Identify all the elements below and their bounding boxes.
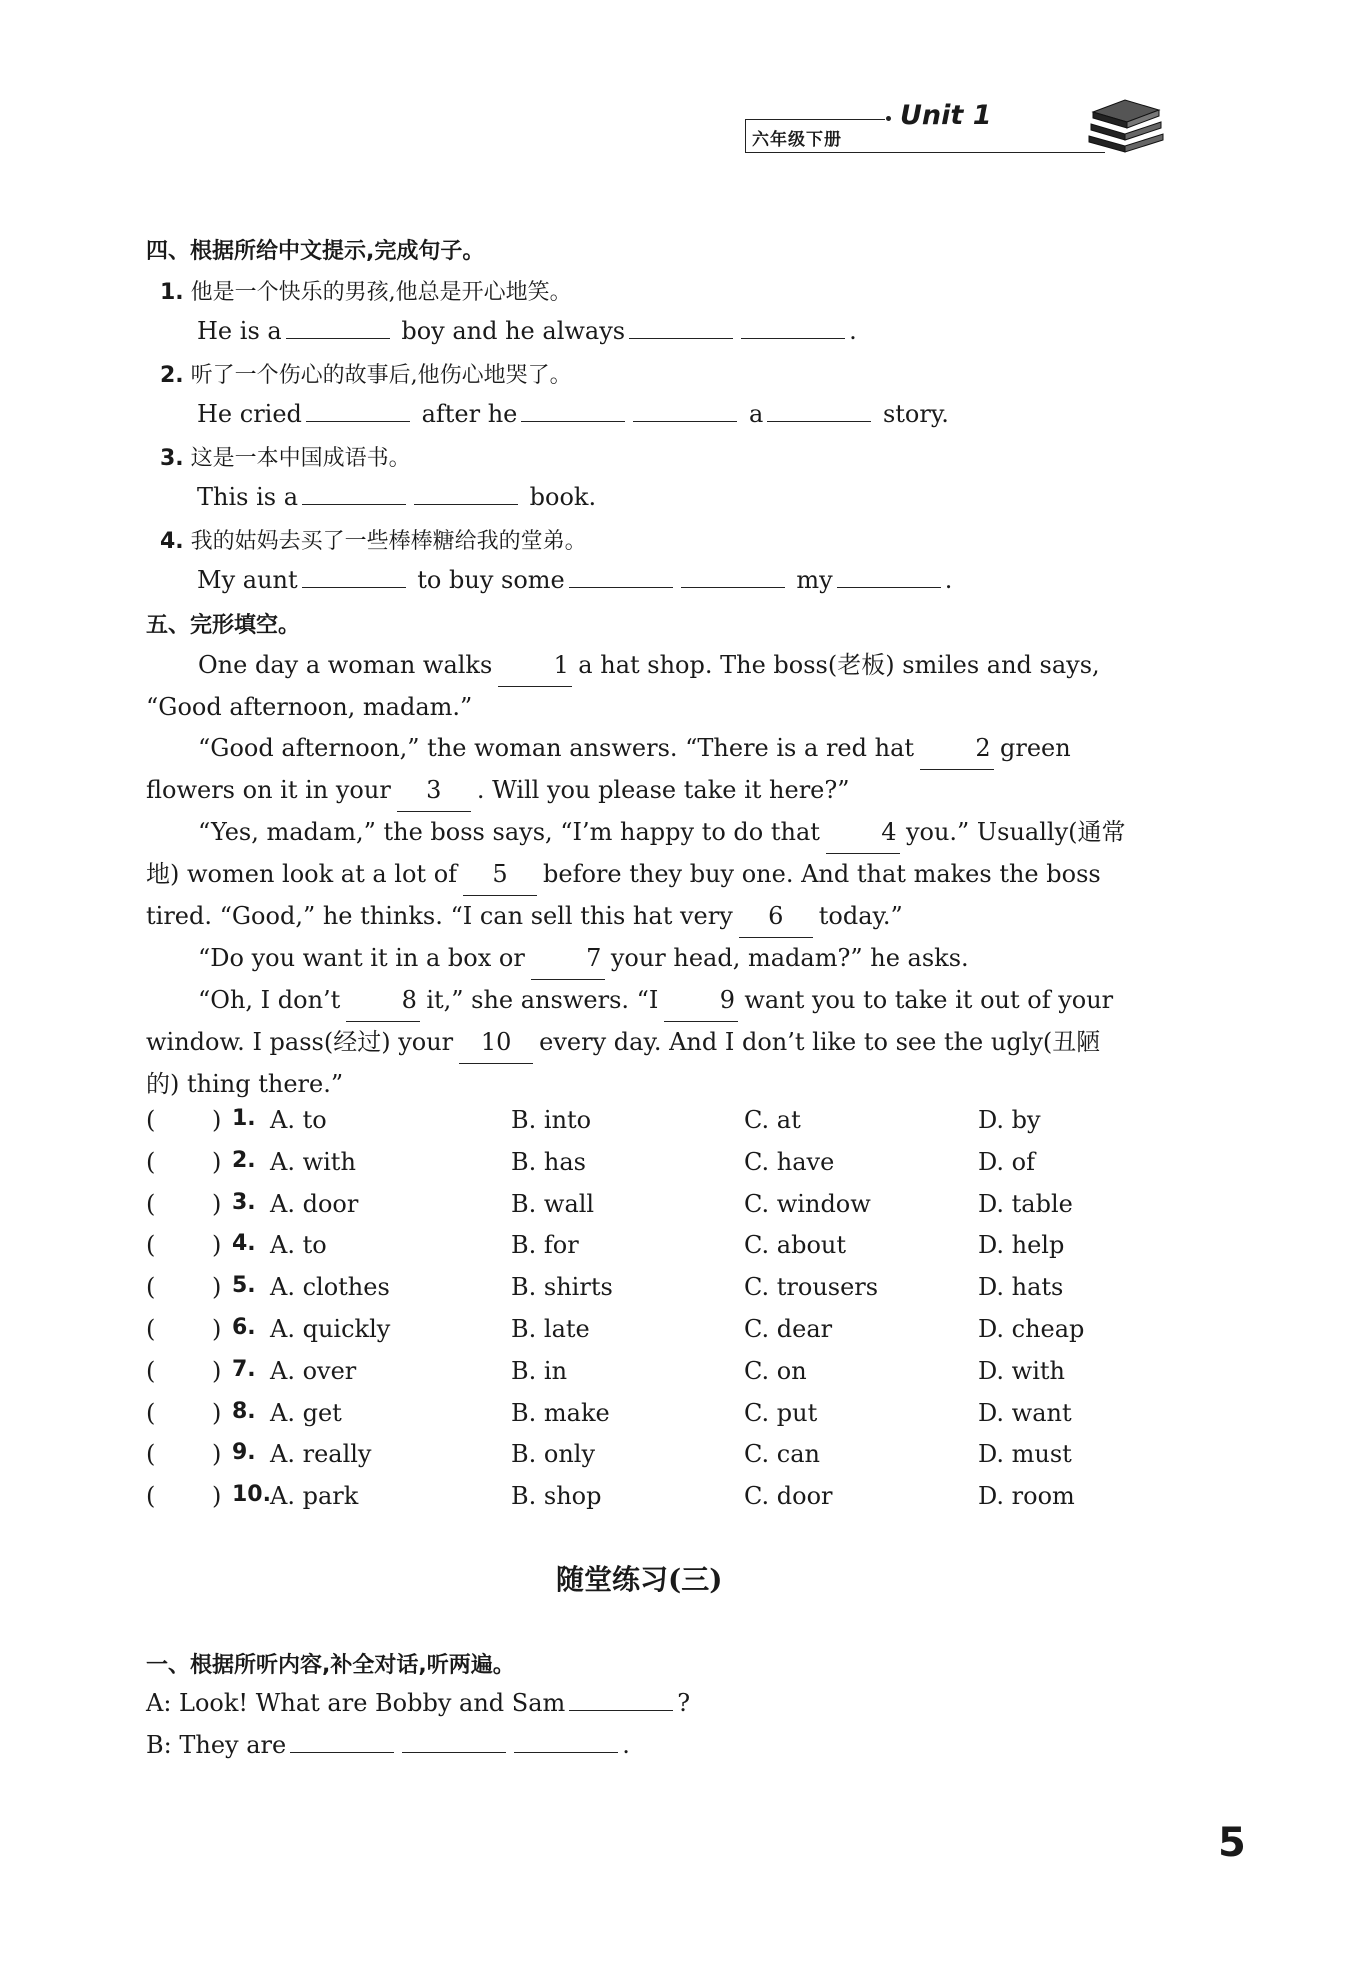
option-number: 3. bbox=[232, 1189, 256, 1215]
q2-english bbox=[197, 399, 949, 428]
header-rule-left bbox=[745, 119, 746, 153]
q1-en-b: boy and he always bbox=[401, 317, 626, 345]
option-c[interactable]: C. can bbox=[744, 1440, 820, 1469]
unit-label: Unit 1 bbox=[900, 100, 992, 131]
answer-paren[interactable]: ( bbox=[146, 1482, 156, 1511]
answer-paren[interactable]: ( bbox=[146, 1315, 156, 1343]
option-d[interactable]: D. hats bbox=[978, 1273, 1064, 1302]
q2-cn-text: 听了一个伤心的故事后,他伤心地哭了。 bbox=[190, 363, 572, 388]
option-row bbox=[146, 1399, 1196, 1433]
option-row bbox=[146, 1231, 1196, 1265]
option-d[interactable]: D. cheap bbox=[978, 1315, 1085, 1343]
option-number: 2. bbox=[232, 1147, 256, 1173]
cloze-passage bbox=[146, 645, 1166, 1105]
section4-heading: 四、根据所给中文提示,完成句子。 bbox=[146, 239, 485, 264]
answer-paren-close: ) bbox=[212, 1356, 222, 1385]
cloze-blank-4[interactable]: 4 bbox=[826, 812, 900, 854]
cloze-blank-2[interactable]: 2 bbox=[920, 728, 994, 770]
option-number: 7. bbox=[232, 1356, 256, 1382]
option-row bbox=[146, 1273, 1196, 1307]
answer-blank[interactable] bbox=[569, 565, 673, 588]
option-b[interactable]: B. has bbox=[511, 1147, 586, 1176]
answer-paren-close: ) bbox=[212, 1231, 222, 1260]
option-c[interactable]: C. put bbox=[744, 1398, 818, 1427]
answer-paren-close: ) bbox=[212, 1273, 222, 1302]
answer-paren-close: ) bbox=[212, 1482, 222, 1511]
answer-paren-close: ) bbox=[212, 1106, 222, 1134]
cloze-blank-8[interactable]: 8 bbox=[346, 980, 420, 1022]
practice-title: 随堂练习(三) bbox=[556, 1563, 723, 1596]
books-stack-icon bbox=[1085, 90, 1165, 160]
q4-cn-text: 我的姑妈去买了一些棒棒糖给我的堂弟。 bbox=[190, 529, 587, 554]
passage-text: you.” Usually(通常 bbox=[905, 818, 1126, 846]
q2-number: 2. bbox=[160, 363, 184, 388]
grade-label: 六年级下册 bbox=[752, 130, 842, 150]
q4-chinese bbox=[160, 524, 587, 555]
option-c[interactable]: C. dear bbox=[744, 1315, 833, 1343]
option-b[interactable]: B. into bbox=[511, 1106, 592, 1134]
dialog-b-line bbox=[146, 1730, 630, 1759]
option-d[interactable]: D. must bbox=[978, 1440, 1072, 1469]
option-row bbox=[146, 1482, 1196, 1516]
passage-text: tired. “Good,” he thinks. “I can sell this hat very bbox=[146, 902, 733, 930]
q3-chinese bbox=[160, 441, 411, 472]
answer-paren[interactable]: ( bbox=[146, 1440, 156, 1469]
answer-paren[interactable]: ( bbox=[146, 1398, 156, 1427]
passage-text: One day a woman walks bbox=[198, 651, 493, 679]
answer-paren[interactable]: ( bbox=[146, 1356, 156, 1385]
q4-en-a: My aunt bbox=[197, 566, 298, 594]
q4-en-c: my bbox=[796, 566, 833, 594]
q1-cn-text: 他是一个快乐的男孩,他总是开心地笑。 bbox=[190, 280, 572, 305]
answer-paren[interactable]: ( bbox=[146, 1106, 156, 1134]
option-a[interactable]: A. door bbox=[270, 1189, 359, 1218]
option-row bbox=[146, 1440, 1196, 1474]
answer-paren[interactable]: ( bbox=[146, 1273, 156, 1302]
section5-heading: 五、完形填空。 bbox=[146, 613, 301, 638]
q1-en-a: He is a bbox=[197, 317, 282, 345]
option-c[interactable]: C. window bbox=[744, 1189, 871, 1218]
option-a[interactable]: A. quickly bbox=[270, 1315, 391, 1343]
option-b[interactable]: B. make bbox=[511, 1398, 610, 1427]
passage-text: every day. And I don’t like to see the ugly(丑陋 bbox=[539, 1028, 1101, 1056]
passage-text: “Do you want it in a box or bbox=[198, 944, 525, 972]
answer-paren-close: ) bbox=[212, 1147, 222, 1176]
option-d[interactable]: D. help bbox=[978, 1231, 1065, 1260]
header-dot bbox=[886, 116, 891, 121]
q4-en-d: . bbox=[944, 566, 953, 594]
answer-blank[interactable] bbox=[569, 1688, 673, 1711]
header-rule-top bbox=[745, 119, 885, 120]
answer-paren[interactable]: ( bbox=[146, 1147, 156, 1176]
answer-blank[interactable] bbox=[633, 399, 737, 422]
answer-blank[interactable] bbox=[767, 399, 871, 422]
passage-text: “Yes, madam,” the boss says, “I’m happy to do that bbox=[198, 818, 820, 846]
option-d[interactable]: D. table bbox=[978, 1189, 1073, 1218]
answer-blank[interactable] bbox=[629, 316, 733, 339]
option-row bbox=[146, 1106, 1196, 1140]
option-c[interactable]: C. trousers bbox=[744, 1273, 879, 1302]
option-c[interactable]: C. have bbox=[744, 1147, 835, 1176]
option-d[interactable]: D. by bbox=[978, 1106, 1041, 1134]
q1-chinese bbox=[160, 275, 572, 306]
answer-blank[interactable] bbox=[402, 1730, 506, 1753]
answer-blank[interactable] bbox=[521, 399, 625, 422]
answer-blank[interactable] bbox=[681, 565, 785, 588]
option-a[interactable]: A. really bbox=[270, 1440, 372, 1469]
option-row bbox=[146, 1190, 1196, 1224]
option-a[interactable]: A. park bbox=[270, 1482, 359, 1511]
cloze-blank-3[interactable]: 3 bbox=[397, 770, 471, 812]
passage-text: . Will you please take it here?” bbox=[476, 776, 850, 804]
dialog-a-text: A: Look! What are Bobby and Sam bbox=[146, 1689, 566, 1717]
q1-english bbox=[197, 316, 857, 345]
q3-cn-text: 这是一本中国成语书。 bbox=[190, 446, 411, 471]
option-row bbox=[146, 1357, 1196, 1391]
passage-text: window. I pass(经过) your bbox=[146, 1028, 454, 1056]
passage-text: “Good afternoon, madam.” bbox=[146, 693, 473, 721]
passage-text: today.” bbox=[818, 902, 903, 930]
passage-text: want you to take it out of your bbox=[744, 986, 1114, 1014]
passage-text: flowers on it in your bbox=[146, 776, 391, 804]
option-b[interactable]: B. in bbox=[511, 1356, 568, 1385]
practice-heading: 一、根据所听内容,补全对话,听两遍。 bbox=[146, 1653, 515, 1678]
passage-text: green bbox=[1000, 734, 1071, 762]
option-row bbox=[146, 1315, 1196, 1349]
q3-en-a: This is a bbox=[197, 483, 299, 511]
dialog-a-line bbox=[146, 1688, 690, 1717]
answer-blank[interactable] bbox=[302, 565, 406, 588]
cloze-blank-9[interactable]: 9 bbox=[664, 980, 738, 1022]
dialog-a-end: ? bbox=[677, 1689, 691, 1717]
option-b[interactable]: B. shop bbox=[511, 1482, 602, 1511]
q4-english bbox=[197, 565, 952, 594]
option-a[interactable]: A. to bbox=[270, 1106, 327, 1134]
answer-paren-close: ) bbox=[212, 1315, 222, 1343]
q4-number: 4. bbox=[160, 529, 184, 554]
answer-paren-close: ) bbox=[212, 1440, 222, 1469]
option-number: 9. bbox=[232, 1440, 256, 1466]
option-b[interactable]: B. wall bbox=[511, 1189, 595, 1218]
answer-blank[interactable] bbox=[837, 565, 941, 588]
answer-blank[interactable] bbox=[741, 316, 845, 339]
answer-blank[interactable] bbox=[302, 482, 406, 505]
option-c[interactable]: C. about bbox=[744, 1231, 846, 1260]
q2-en-d: story. bbox=[882, 400, 949, 428]
option-number: 6. bbox=[232, 1315, 256, 1340]
passage-text: 的) thing there.” bbox=[146, 1070, 344, 1098]
q2-en-a: He cried bbox=[197, 400, 302, 428]
passage-text: before they buy one. And that makes the boss bbox=[543, 860, 1101, 888]
q2-chinese bbox=[160, 358, 572, 389]
q2-en-c: a bbox=[749, 400, 764, 428]
option-c[interactable]: C. on bbox=[744, 1356, 807, 1385]
cloze-blank-5[interactable]: 5 bbox=[463, 854, 537, 896]
q3-en-b: book. bbox=[529, 483, 597, 511]
option-a[interactable]: A. over bbox=[270, 1356, 357, 1385]
q2-en-b: after he bbox=[421, 400, 518, 428]
passage-text: 地) women look at a lot of bbox=[146, 860, 458, 888]
answer-blank[interactable] bbox=[514, 1730, 618, 1753]
answer-paren-close: ) bbox=[212, 1398, 222, 1427]
answer-blank[interactable] bbox=[414, 482, 518, 505]
header-rule-bottom bbox=[745, 152, 1105, 153]
cloze-blank-7[interactable]: 7 bbox=[531, 938, 605, 980]
passage-text: it,” she answers. “I bbox=[426, 986, 659, 1014]
passage-text: “Good afternoon,” the woman answers. “There is a red hat bbox=[198, 734, 915, 762]
dialog-b-end: . bbox=[622, 1731, 630, 1759]
passage-text: “Oh, I don’t bbox=[198, 986, 341, 1014]
option-b[interactable]: B. late bbox=[511, 1315, 590, 1343]
option-d[interactable]: D. of bbox=[978, 1147, 1035, 1176]
option-b[interactable]: B. for bbox=[511, 1231, 579, 1260]
option-c[interactable]: C. at bbox=[744, 1106, 801, 1134]
dialog-b-text: B: They are bbox=[146, 1731, 287, 1759]
option-number: 1. bbox=[232, 1106, 256, 1131]
q1-en-c: . bbox=[849, 317, 857, 345]
option-number: 8. bbox=[232, 1398, 256, 1424]
option-number: 10. bbox=[232, 1482, 271, 1508]
option-b[interactable]: B. only bbox=[511, 1440, 596, 1469]
option-a[interactable]: A. with bbox=[270, 1147, 356, 1176]
option-a[interactable]: A. get bbox=[270, 1398, 342, 1427]
option-d[interactable]: D. room bbox=[978, 1482, 1075, 1511]
option-d[interactable]: D. want bbox=[978, 1398, 1072, 1427]
option-c[interactable]: C. door bbox=[744, 1482, 833, 1511]
answer-blank[interactable] bbox=[286, 316, 390, 339]
page-number: 5 bbox=[1218, 1820, 1246, 1866]
answer-blank[interactable] bbox=[306, 399, 410, 422]
q1-number: 1. bbox=[160, 280, 184, 305]
answer-paren[interactable]: ( bbox=[146, 1231, 156, 1260]
cloze-blank-10[interactable]: 10 bbox=[459, 1022, 533, 1064]
passage-text: your head, madam?” he asks. bbox=[610, 944, 969, 972]
q3-english bbox=[197, 482, 596, 511]
answer-paren-close: ) bbox=[212, 1189, 222, 1218]
passage-text: a hat shop. The boss(老板) smiles and says, bbox=[578, 651, 1100, 679]
cloze-blank-1[interactable]: 1 bbox=[498, 645, 572, 687]
option-row bbox=[146, 1148, 1196, 1182]
q3-number: 3. bbox=[160, 446, 184, 471]
cloze-blank-6[interactable]: 6 bbox=[739, 896, 813, 938]
option-number: 5. bbox=[232, 1273, 256, 1299]
option-d[interactable]: D. with bbox=[978, 1356, 1065, 1385]
answer-blank[interactable] bbox=[290, 1730, 394, 1753]
option-a[interactable]: A. clothes bbox=[270, 1273, 390, 1302]
option-b[interactable]: B. shirts bbox=[511, 1273, 613, 1302]
option-a[interactable]: A. to bbox=[270, 1231, 327, 1260]
q4-en-b: to buy some bbox=[417, 566, 565, 594]
answer-paren[interactable]: ( bbox=[146, 1189, 156, 1218]
option-number: 4. bbox=[232, 1231, 256, 1257]
